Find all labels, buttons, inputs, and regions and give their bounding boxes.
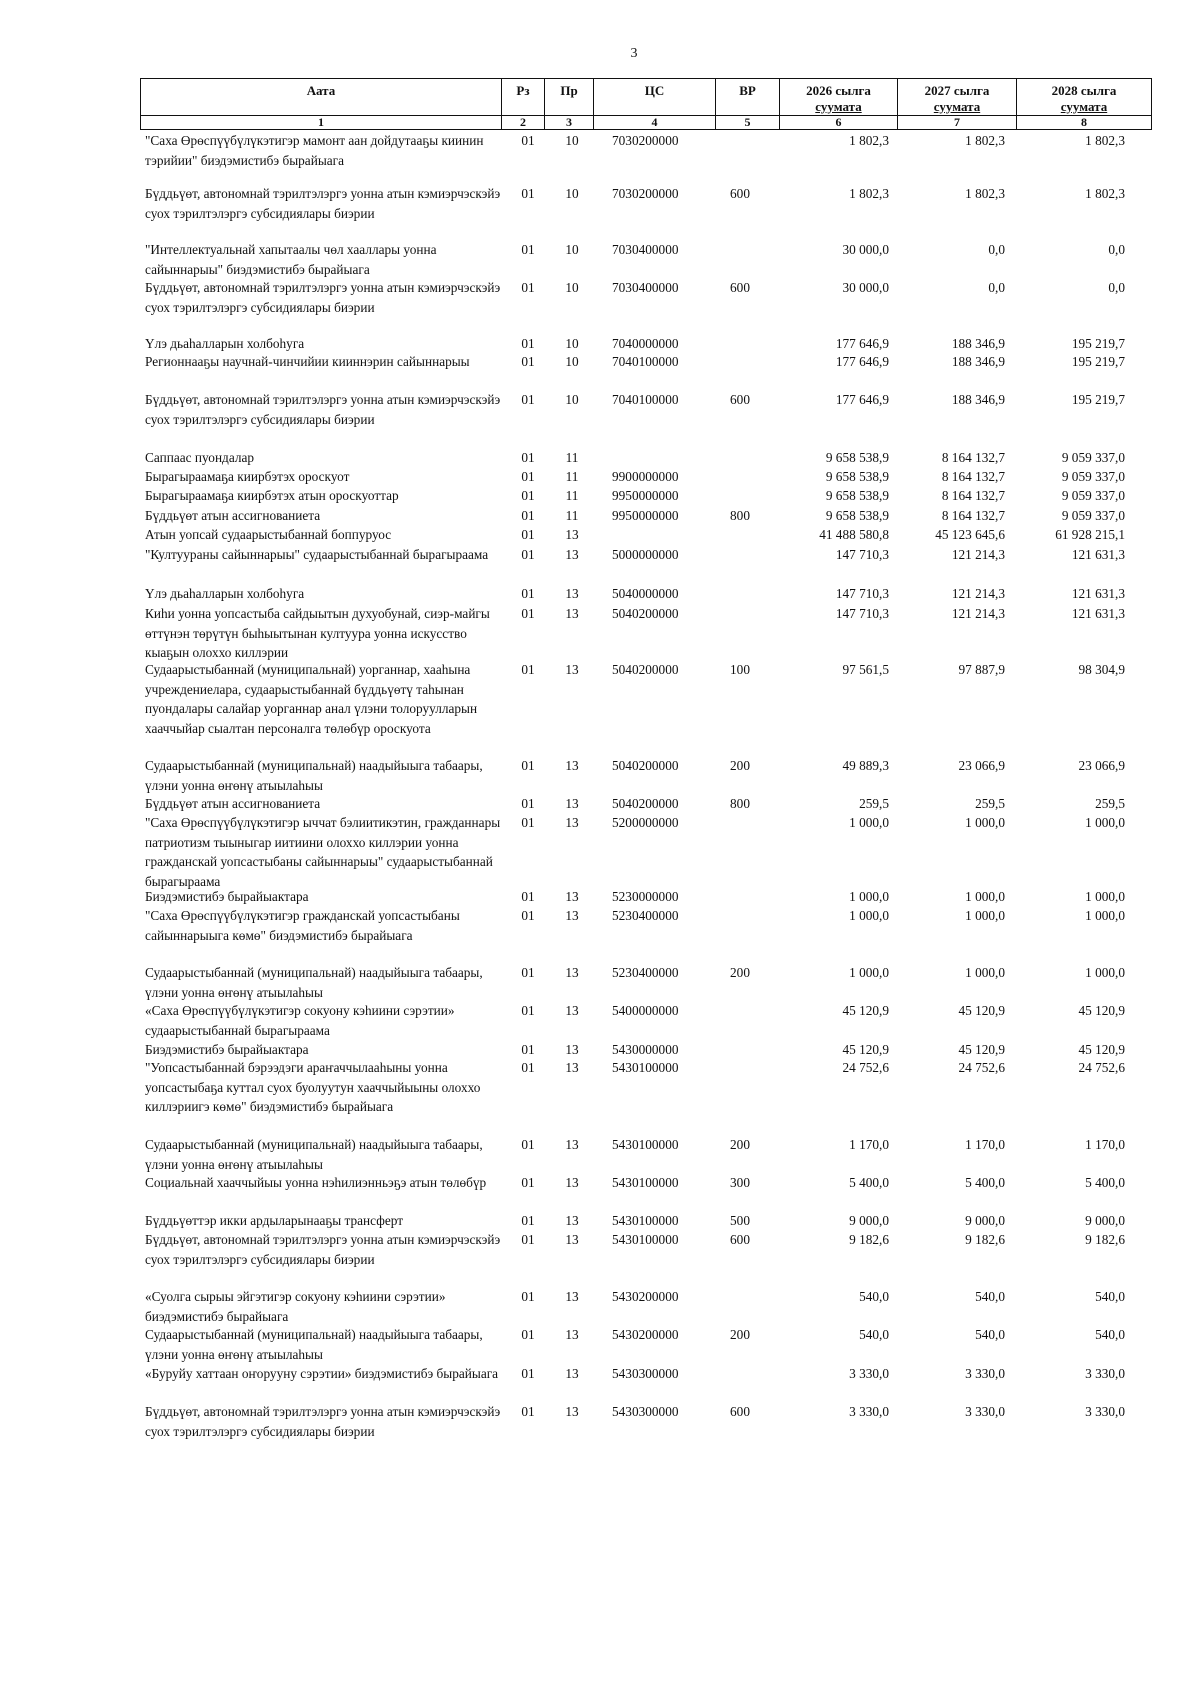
- cell-rz: 01: [521, 133, 535, 148]
- cell-pr: 11: [565, 469, 579, 484]
- column-number: 7: [898, 116, 1017, 129]
- cell-v2027: 9 182,6: [965, 1232, 1005, 1247]
- cell-v2026: 1 000,0: [849, 815, 889, 830]
- cell-name: Үлэ дьаһалларын холбоһуга: [145, 336, 305, 351]
- cell-name: Судаарыстыбаннай (муниципальнай) наадыйыыга табаары, үлэни уонна өҥөнү атыылаһыы: [145, 758, 483, 793]
- cell-v2028: 9 182,6: [1085, 1232, 1125, 1247]
- cell-v2026: 540,0: [859, 1327, 889, 1342]
- cell-rz: 01: [521, 815, 535, 830]
- cell-v2028: 195 219,7: [1071, 336, 1125, 351]
- cell-rz: 01: [521, 908, 535, 923]
- cell-v2028: 121 631,3: [1071, 547, 1125, 562]
- cell-cs: 7040100000: [612, 354, 679, 369]
- cell-rz: 01: [521, 606, 535, 621]
- cell-vr: 600: [730, 280, 750, 295]
- cell-v2026: 9 658 538,9: [825, 469, 889, 484]
- cell-vr: 300: [730, 1175, 750, 1190]
- cell-v2028: 1 000,0: [1085, 815, 1125, 830]
- cell-rz: 01: [521, 186, 535, 201]
- cell-pr: 11: [565, 508, 579, 523]
- cell-rz: 01: [521, 469, 535, 484]
- cell-v2026: 24 752,6: [842, 1060, 889, 1075]
- cell-v2028: 98 304,9: [1078, 662, 1125, 677]
- column-number: 4: [594, 116, 716, 129]
- cell-v2027: 3 330,0: [965, 1404, 1005, 1419]
- cell-v2026: 3 330,0: [849, 1366, 889, 1381]
- cell-v2027: 45 123 645,6: [935, 527, 1005, 542]
- cell-v2028: 259,5: [1095, 796, 1125, 811]
- cell-v2027: 1 802,3: [965, 186, 1005, 201]
- cell-vr: 200: [730, 965, 750, 980]
- cell-pr: 13: [565, 1003, 579, 1018]
- cell-v2026: 147 710,3: [835, 547, 889, 562]
- cell-vr: 200: [730, 1137, 750, 1152]
- cell-v2027: 3 330,0: [965, 1366, 1005, 1381]
- cell-rz: 01: [521, 1060, 535, 1075]
- cell-v2026: 30 000,0: [842, 242, 889, 257]
- cell-v2026: 45 120,9: [842, 1042, 889, 1057]
- column-number: 8: [1081, 115, 1087, 129]
- cell-name: "Уопсастыбаннай бэрээдэги араҥаччылааһыны уонна уопсастыбаҕа куттал суох буолуутун хааччыйыыны олоххо киллэриигэ көмө" биэдэмистибэ бырайыага: [145, 1060, 481, 1115]
- cell-v2028: 45 120,9: [1078, 1042, 1125, 1057]
- cell-name: «Саха Өрөспүүбүлүкэтигэр сокуону кэһиини сэрэтии» судаарыстыбаннай бырагыраама: [145, 1003, 455, 1038]
- cell-v2027: 8 164 132,7: [941, 488, 1005, 503]
- cell-name: «Суолга сырыы эйгэтигэр сокуону кэһиини сэрэтии» биэдэмистибэ бырайыага: [145, 1289, 446, 1324]
- cell-vr: 200: [730, 758, 750, 773]
- cell-rz: 01: [521, 354, 535, 369]
- cell-vr: 600: [730, 1232, 750, 1247]
- cell-v2026: 9 658 538,9: [825, 450, 889, 465]
- cell-v2027: 121 214,3: [951, 606, 1005, 621]
- cell-v2027: 8 164 132,7: [941, 508, 1005, 523]
- cell-cs: 5430100000: [612, 1213, 679, 1228]
- cell-rz: 01: [521, 1003, 535, 1018]
- cell-rz: 01: [521, 280, 535, 295]
- cell-v2028: 9 059 337,0: [1061, 508, 1125, 523]
- cell-v2027: 188 346,9: [951, 354, 1005, 369]
- cell-v2026: 1 000,0: [849, 965, 889, 980]
- cell-pr: 10: [565, 280, 579, 295]
- cell-pr: 13: [565, 796, 579, 811]
- cell-v2028: 9 059 337,0: [1061, 469, 1125, 484]
- cell-v2027: 121 214,3: [951, 547, 1005, 562]
- cell-rz: 01: [521, 1366, 535, 1381]
- cell-v2026: 1 802,3: [849, 186, 889, 201]
- cell-rz: 01: [521, 508, 535, 523]
- cell-v2027: 97 887,9: [958, 662, 1005, 677]
- cell-name: Атын уопсай судаарыстыбаннай боппуруос: [145, 527, 392, 542]
- cell-name: Судаарыстыбаннай (муниципальнай) уорганнар, хааһына учреждениелара, судаарыстыбаннай бүддьүөтү таһынан пуондалары салайар уорганнар анал үлэни толоруулларын хааччыйар сыалтан персоналга төлөбүр ороскуота: [145, 662, 478, 736]
- cell-name: Бырагыраамаҕа киирбэтэх атын ороскуоттар: [145, 488, 399, 503]
- cell-v2027: 1 802,3: [965, 133, 1005, 148]
- cell-cs: 5430200000: [612, 1289, 679, 1304]
- cell-name: Бүддьүөт, автономнай тэрилтэлэргэ уонна атын кэмиэрчэскэйэ суох тэрилтэлэргэ субсидиялары биэрии: [145, 280, 501, 315]
- cell-v2026: 30 000,0: [842, 280, 889, 295]
- cell-rz: 01: [521, 488, 535, 503]
- cell-vr: 600: [730, 1404, 750, 1419]
- cell-pr: 10: [565, 186, 579, 201]
- cell-v2027: 24 752,6: [958, 1060, 1005, 1075]
- cell-v2028: 540,0: [1095, 1327, 1125, 1342]
- cell-cs: 7030200000: [612, 133, 679, 148]
- cell-rz: 01: [521, 1137, 535, 1152]
- cell-vr: 800: [730, 796, 750, 811]
- cell-v2028: 9 000,0: [1085, 1213, 1125, 1228]
- cell-v2026: 259,5: [859, 796, 889, 811]
- cell-v2028: 1 000,0: [1085, 908, 1125, 923]
- cell-name: Киһи уонна уопсастыба сайдыытын духуобунай, сиэр-майгы өттүнэн төрүтүн быһыытынан култуура уонна искусство кыаҕын олоххо киллэрии: [145, 606, 490, 661]
- cell-rz: 01: [521, 662, 535, 677]
- column-number: 5: [716, 116, 780, 129]
- cell-cs: 5040000000: [612, 586, 679, 601]
- cell-vr: 600: [730, 186, 750, 201]
- cell-v2028: 0,0: [1108, 280, 1125, 295]
- header-name: Аата: [141, 79, 502, 115]
- cell-v2026: 9 658 538,9: [825, 488, 889, 503]
- cell-v2028: 121 631,3: [1071, 606, 1125, 621]
- cell-cs: 7040100000: [612, 392, 679, 407]
- cell-name: Бүддьүөт, автономнай тэрилтэлэргэ уонна атын кэмиэрчэскэйэ суох тэрилтэлэргэ субсидиялары биэрии: [145, 392, 501, 427]
- header-2027: 2027 сылга суумата: [898, 79, 1017, 115]
- cell-v2028: 9 059 337,0: [1061, 488, 1125, 503]
- cell-cs: 5230000000: [612, 889, 679, 904]
- cell-name: Регионнааҕы научнай-чинчийии кииннэрин сайыннарыы: [145, 354, 470, 369]
- cell-cs: 5430100000: [612, 1175, 679, 1190]
- cell-v2026: 1 000,0: [849, 889, 889, 904]
- cell-v2028: 9 059 337,0: [1061, 450, 1125, 465]
- cell-name: "Интеллектуальнай хапытаалы чөл хааллары уонна сайыннарыы" биэдэмистибэ бырайыага: [145, 242, 437, 277]
- cell-v2026: 45 120,9: [842, 1003, 889, 1018]
- cell-cs: 9950000000: [612, 488, 679, 503]
- cell-pr: 13: [565, 1060, 579, 1075]
- table-header: [140, 78, 1152, 130]
- cell-v2026: 177 646,9: [835, 392, 889, 407]
- cell-name: Социальнай хааччыйыы уонна нэһилиэнньэҕэ атын төлөбүр: [145, 1175, 487, 1190]
- column-number: 2: [502, 116, 545, 129]
- cell-v2026: 9 182,6: [849, 1232, 889, 1247]
- header-vr: ВР: [716, 79, 780, 115]
- cell-v2028: 1 802,3: [1085, 186, 1125, 201]
- cell-v2028: 1 000,0: [1085, 965, 1125, 980]
- header-rz: Рз: [502, 79, 545, 115]
- header-row: [141, 79, 1151, 115]
- cell-v2027: 0,0: [988, 242, 1005, 257]
- cell-pr: 10: [565, 133, 579, 148]
- page-number: 3: [630, 46, 638, 61]
- cell-pr: 13: [565, 1289, 579, 1304]
- cell-rz: 01: [521, 392, 535, 407]
- cell-cs: 5430100000: [612, 1060, 679, 1075]
- cell-v2027: 0,0: [988, 280, 1005, 295]
- cell-cs: 5040200000: [612, 796, 679, 811]
- cell-v2026: 9 658 538,9: [825, 508, 889, 523]
- cell-rz: 01: [521, 450, 535, 465]
- cell-rz: 01: [521, 547, 535, 562]
- cell-rz: 01: [521, 889, 535, 904]
- cell-rz: 01: [521, 242, 535, 257]
- cell-pr: 10: [565, 354, 579, 369]
- cell-name: Бырагыраамаҕа киирбэтэх ороскуот: [145, 469, 350, 484]
- cell-v2028: 195 219,7: [1071, 354, 1125, 369]
- cell-v2027: 1 000,0: [965, 889, 1005, 904]
- cell-v2027: 259,5: [975, 796, 1005, 811]
- header-2026: 2026 сылга суумата: [780, 79, 898, 115]
- cell-pr: 11: [565, 488, 579, 503]
- cell-rz: 01: [521, 965, 535, 980]
- cell-v2026: 5 400,0: [849, 1175, 889, 1190]
- cell-v2028: 0,0: [1108, 242, 1125, 257]
- column-number: 3: [545, 116, 594, 129]
- cell-rz: 01: [521, 336, 535, 351]
- cell-v2027: 121 214,3: [951, 586, 1005, 601]
- cell-rz: 01: [521, 1175, 535, 1190]
- cell-cs: 5430100000: [612, 1232, 679, 1247]
- cell-v2027: 188 346,9: [951, 336, 1005, 351]
- cell-v2027: 8 164 132,7: [941, 450, 1005, 465]
- cell-v2028: 5 400,0: [1085, 1175, 1125, 1190]
- cell-cs: 5040200000: [612, 606, 679, 621]
- cell-cs: 7040000000: [612, 336, 679, 351]
- cell-cs: 5040200000: [612, 662, 679, 677]
- cell-name: Биэдэмистибэ бырайыактара: [145, 889, 309, 904]
- cell-pr: 13: [565, 586, 579, 601]
- cell-cs: 5430100000: [612, 1137, 679, 1152]
- cell-rz: 01: [521, 1042, 535, 1057]
- cell-v2027: 540,0: [975, 1327, 1005, 1342]
- cell-v2028: 195 219,7: [1071, 392, 1125, 407]
- cell-v2028: 1 170,0: [1085, 1137, 1125, 1152]
- cell-rz: 01: [521, 796, 535, 811]
- cell-v2028: 61 928 215,1: [1055, 527, 1125, 542]
- cell-name: Бүддьүөт, автономнай тэрилтэлэргэ уонна атын кэмиэрчэскэйэ суох тэрилтэлэргэ субсидиялары биэрии: [145, 186, 501, 221]
- cell-pr: 13: [565, 1137, 579, 1152]
- cell-vr: 600: [730, 392, 750, 407]
- cell-v2027: 9 000,0: [965, 1213, 1005, 1228]
- cell-rz: 01: [521, 1404, 535, 1419]
- cell-name: "Култуураны сайыннарыы" судаарыстыбаннай бырагыраама: [145, 547, 489, 562]
- cell-v2028: 23 066,9: [1078, 758, 1125, 773]
- cell-pr: 13: [565, 527, 579, 542]
- cell-v2027: 23 066,9: [958, 758, 1005, 773]
- cell-cs: 5200000000: [612, 815, 679, 830]
- cell-v2028: 3 330,0: [1085, 1404, 1125, 1419]
- cell-v2028: 540,0: [1095, 1289, 1125, 1304]
- cell-cs: 5230400000: [612, 908, 679, 923]
- cell-pr: 10: [565, 392, 579, 407]
- header-cs: ЦС: [594, 79, 716, 115]
- cell-cs: 5430200000: [612, 1327, 679, 1342]
- header-2028: 2028 сылга суумата: [1051, 83, 1117, 114]
- cell-cs: 5040200000: [612, 758, 679, 773]
- cell-v2026: 1 170,0: [849, 1137, 889, 1152]
- cell-name: "Саха Өрөспүүбүлүкэтигэр мамонт аан дойдутааҕы киинин тэрийии" биэдэмистибэ бырайыага: [145, 133, 484, 168]
- cell-rz: 01: [521, 1213, 535, 1228]
- cell-vr: 100: [730, 662, 750, 677]
- cell-pr: 13: [565, 758, 579, 773]
- cell-pr: 10: [565, 336, 579, 351]
- cell-cs: 9950000000: [612, 508, 679, 523]
- cell-v2026: 147 710,3: [835, 586, 889, 601]
- cell-v2028: 1 000,0: [1085, 889, 1125, 904]
- cell-v2026: 3 330,0: [849, 1404, 889, 1419]
- cell-v2026: 1 000,0: [849, 908, 889, 923]
- cell-v2027: 45 120,9: [958, 1042, 1005, 1057]
- cell-rz: 01: [521, 758, 535, 773]
- cell-cs: 5430300000: [612, 1366, 679, 1381]
- cell-cs: 5430300000: [612, 1404, 679, 1419]
- cell-v2026: 9 000,0: [849, 1213, 889, 1228]
- cell-name: Бүддьүөт атын ассигнованиета: [145, 508, 321, 523]
- cell-v2026: 147 710,3: [835, 606, 889, 621]
- cell-pr: 13: [565, 1232, 579, 1247]
- cell-name: Саппаас пуондалар: [145, 450, 255, 465]
- cell-v2026: 97 561,5: [842, 662, 889, 677]
- cell-pr: 13: [565, 1366, 579, 1381]
- cell-pr: 13: [565, 1404, 579, 1419]
- cell-v2027: 540,0: [975, 1289, 1005, 1304]
- cell-pr: 13: [565, 1042, 579, 1057]
- cell-v2026: 49 889,3: [842, 758, 889, 773]
- header-number-row: [141, 115, 1151, 129]
- cell-vr: 500: [730, 1213, 750, 1228]
- cell-pr: 13: [565, 889, 579, 904]
- cell-v2026: 177 646,9: [835, 354, 889, 369]
- column-number: 1: [141, 116, 502, 129]
- cell-vr: 200: [730, 1327, 750, 1342]
- cell-v2028: 24 752,6: [1078, 1060, 1125, 1075]
- cell-v2027: 1 000,0: [965, 965, 1005, 980]
- cell-name: Бүддьүөт, автономнай тэрилтэлэргэ уонна атын кэмиэрчэскэйэ суох тэрилтэлэргэ субсидиялары биэрии: [145, 1404, 501, 1439]
- cell-pr: 13: [565, 815, 579, 830]
- cell-pr: 13: [565, 606, 579, 621]
- cell-cs: 9900000000: [612, 469, 679, 484]
- cell-v2027: 45 120,9: [958, 1003, 1005, 1018]
- cell-cs: 5400000000: [612, 1003, 679, 1018]
- cell-name: Бүддьүөттэр икки ардыларынааҕы трансферт: [145, 1213, 404, 1228]
- cell-v2028: 121 631,3: [1071, 586, 1125, 601]
- cell-cs: 5230400000: [612, 965, 679, 980]
- cell-v2027: 1 170,0: [965, 1137, 1005, 1152]
- cell-name: Бүддьүөт, автономнай тэрилтэлэргэ уонна атын кэмиэрчэскэйэ суох тэрилтэлэргэ субсидиялары биэрии: [145, 1232, 501, 1267]
- cell-pr: 13: [565, 965, 579, 980]
- cell-v2027: 8 164 132,7: [941, 469, 1005, 484]
- cell-v2026: 1 802,3: [849, 133, 889, 148]
- cell-pr: 13: [565, 662, 579, 677]
- cell-v2026: 41 488 580,8: [819, 527, 889, 542]
- cell-name: Биэдэмистибэ бырайыактара: [145, 1042, 309, 1057]
- column-number: 6: [780, 116, 898, 129]
- cell-v2026: 177 646,9: [835, 336, 889, 351]
- cell-pr: 13: [565, 547, 579, 562]
- cell-v2027: 188 346,9: [951, 392, 1005, 407]
- cell-cs: 7030200000: [612, 186, 679, 201]
- cell-pr: 13: [565, 1175, 579, 1190]
- cell-v2026: 540,0: [859, 1289, 889, 1304]
- cell-pr: 11: [565, 450, 579, 465]
- cell-v2027: 1 000,0: [965, 908, 1005, 923]
- cell-name: "Саха Өрөспүүбүлүкэтигэр ыччат бэлиитикэтин, гражданнары патриотизм тыыныгар иитиини олоххо киллэрии уонна гражданскай уопсастыбаны сайыннарыы" судаарыстыбаннай бырагыраама: [145, 815, 501, 889]
- cell-name: Судаарыстыбаннай (муниципальнай) наадыйыыга табаары, үлэни уонна өҥөнү атыылаһыы: [145, 1327, 483, 1362]
- cell-pr: 10: [565, 242, 579, 257]
- cell-pr: 13: [565, 1213, 579, 1228]
- cell-v2027: 5 400,0: [965, 1175, 1005, 1190]
- cell-rz: 01: [521, 1232, 535, 1247]
- cell-v2027: 1 000,0: [965, 815, 1005, 830]
- cell-name: Судаарыстыбаннай (муниципальнай) наадыйыыга табаары, үлэни уонна өҥөнү атыылаһыы: [145, 965, 483, 1000]
- cell-v2028: 45 120,9: [1078, 1003, 1125, 1018]
- cell-name: "Саха Өрөспүүбүлүкэтигэр гражданскай уопсастыбаны сайыннарыыга көмө" биэдэмистибэ бырайыага: [145, 908, 460, 943]
- cell-cs: 5000000000: [612, 547, 679, 562]
- cell-rz: 01: [521, 1327, 535, 1342]
- cell-name: Үлэ дьаһалларын холбоһуга: [145, 586, 305, 601]
- cell-pr: 13: [565, 908, 579, 923]
- cell-rz: 01: [521, 527, 535, 542]
- cell-v2028: 1 802,3: [1085, 133, 1125, 148]
- cell-cs: 7030400000: [612, 280, 679, 295]
- cell-name: Бүддьүөт атын ассигнованиета: [145, 796, 321, 811]
- cell-cs: 7030400000: [612, 242, 679, 257]
- cell-v2028: 3 330,0: [1085, 1366, 1125, 1381]
- cell-pr: 13: [565, 1327, 579, 1342]
- cell-vr: 800: [730, 508, 750, 523]
- cell-name: «Буруйу хаттаан оҥорууну сэрэтии» биэдэмистибэ бырайыага: [145, 1366, 499, 1381]
- cell-name: Судаарыстыбаннай (муниципальнай) наадыйыыга табаары, үлэни уонна өҥөнү атыылаһыы: [145, 1137, 483, 1172]
- cell-cs: 5430000000: [612, 1042, 679, 1057]
- cell-rz: 01: [521, 586, 535, 601]
- cell-rz: 01: [521, 1289, 535, 1304]
- header-pr: Пр: [545, 79, 594, 115]
